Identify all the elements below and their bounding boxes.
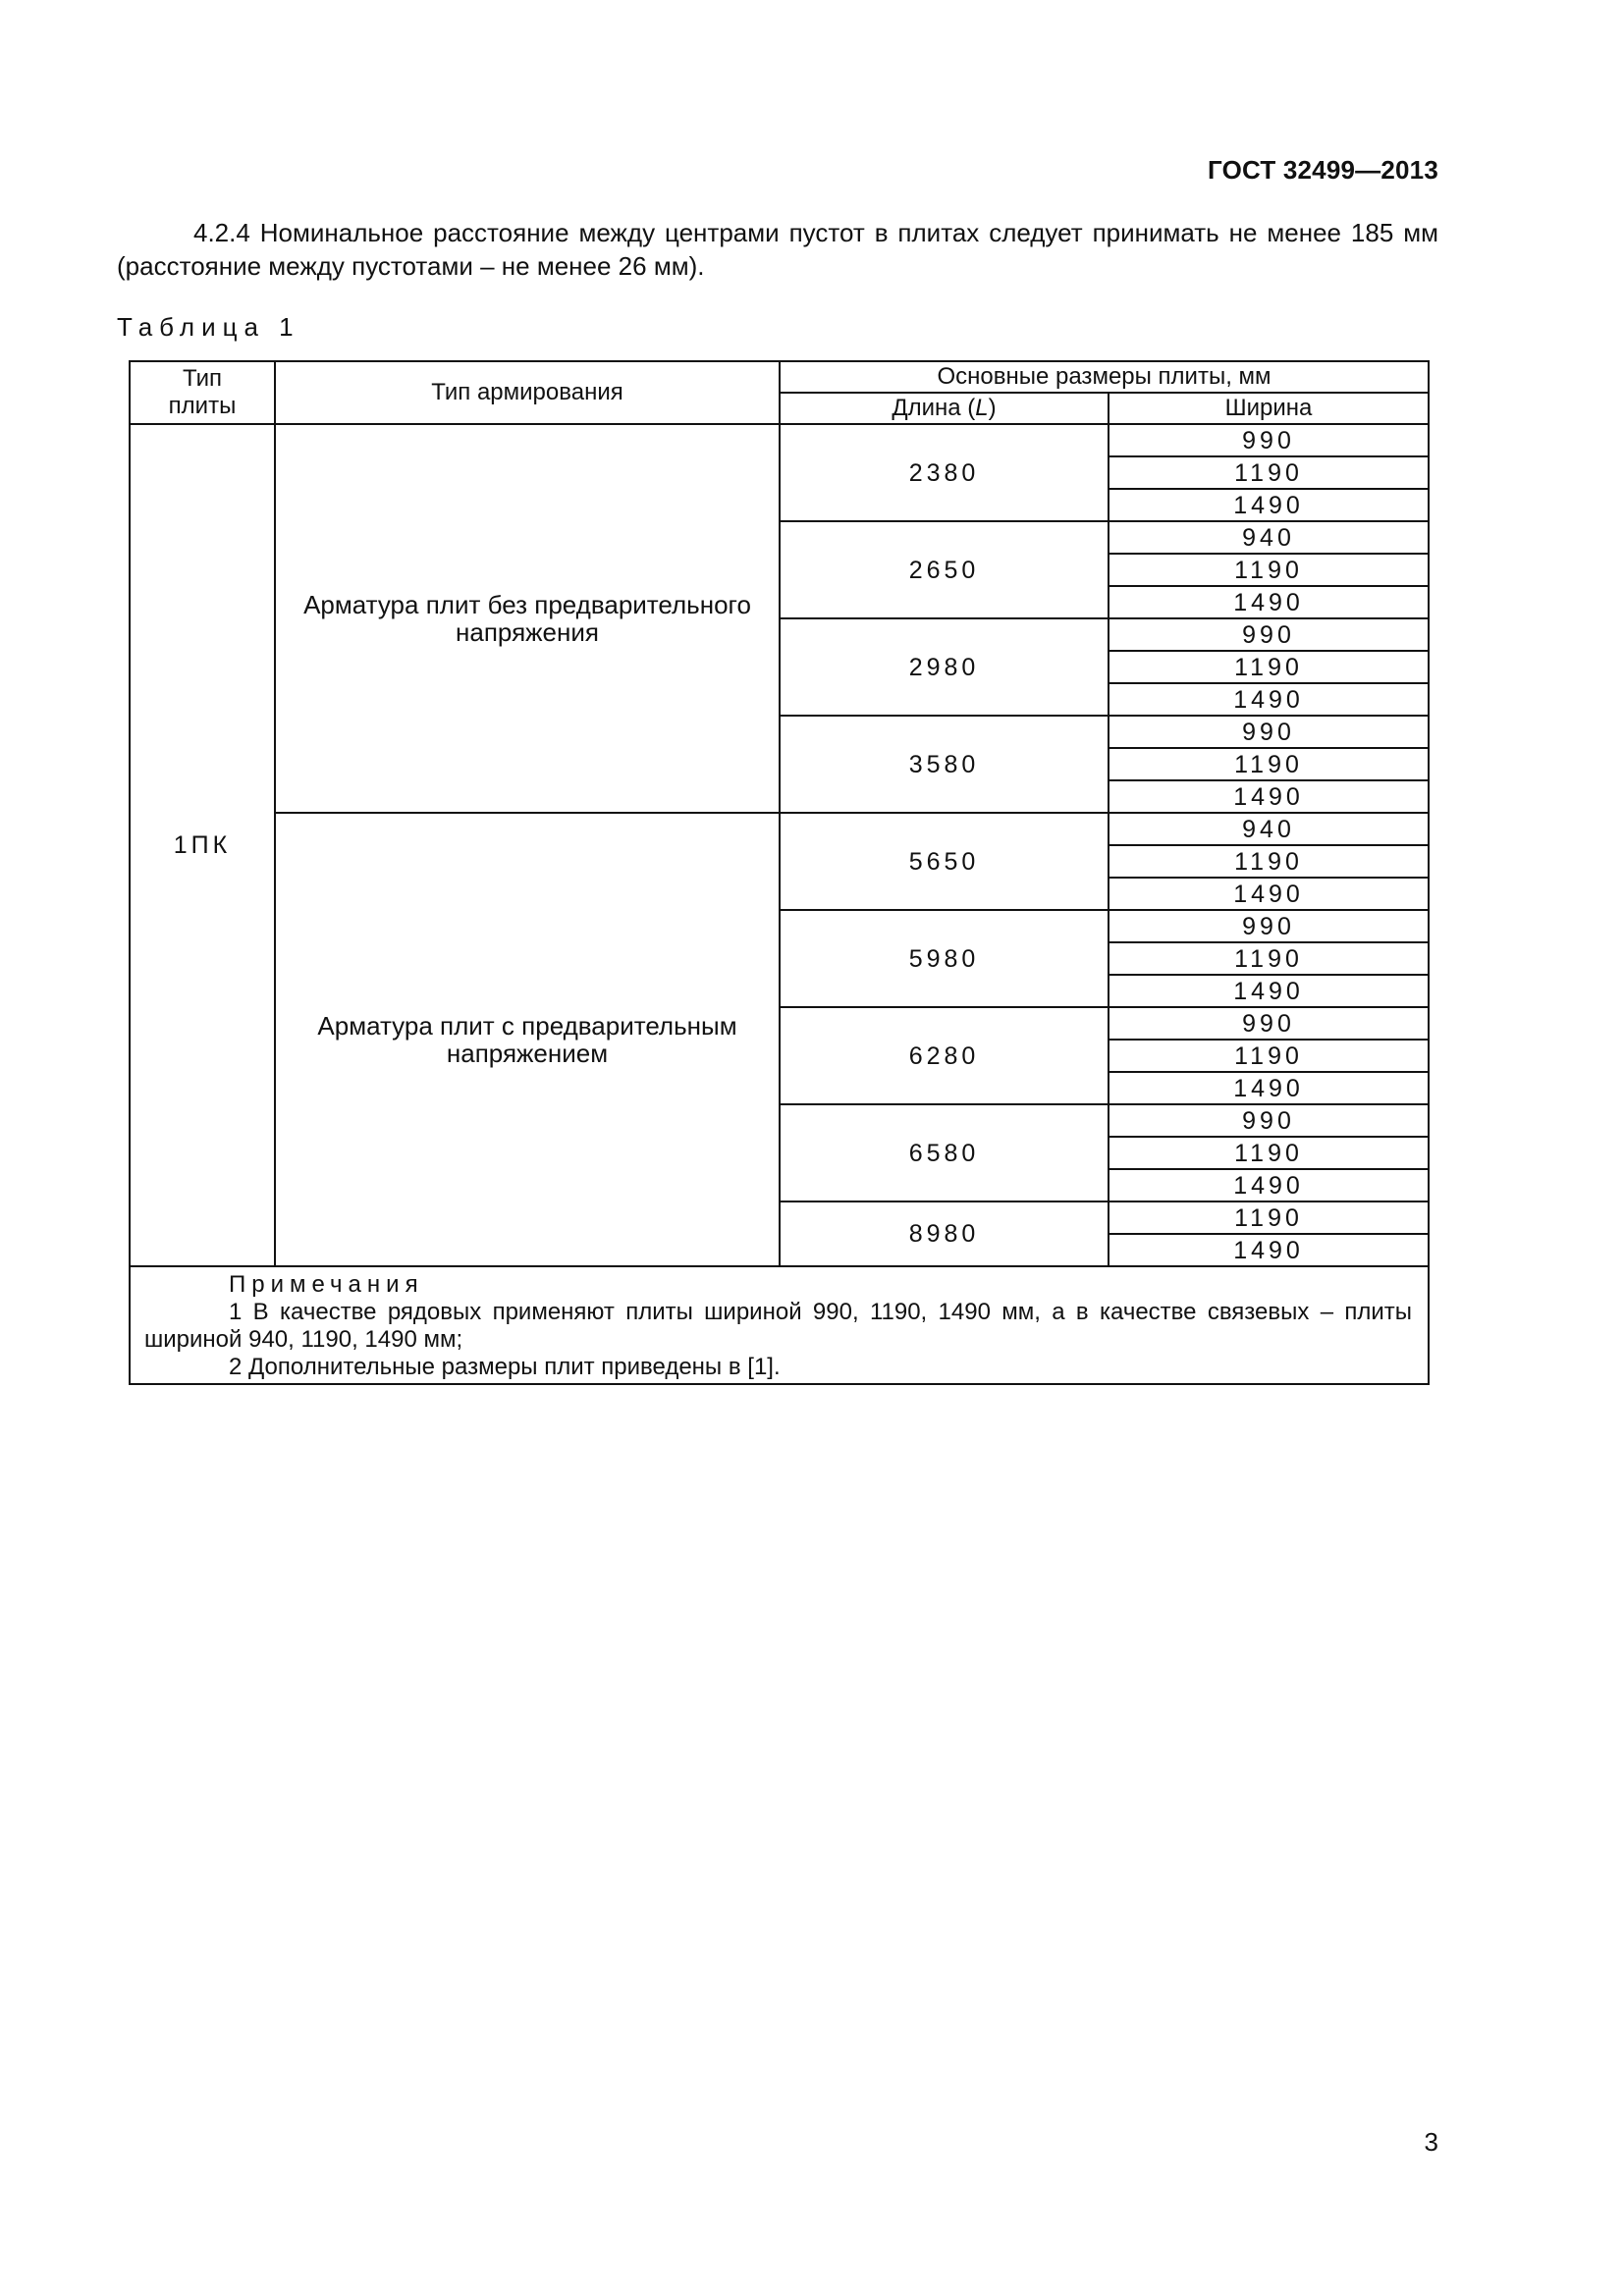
width-cell: 940	[1109, 813, 1429, 845]
width-cell: 990	[1109, 1104, 1429, 1137]
page-number: 3	[1424, 2127, 1438, 2157]
length-cell: 6580	[780, 1104, 1109, 1201]
header-length-symbol: L	[975, 395, 989, 421]
width-cell: 1490	[1109, 780, 1429, 813]
header-length-prefix: Длина (	[892, 395, 976, 421]
length-cell: 5980	[780, 910, 1109, 1007]
slab-dimensions-table	[129, 360, 1430, 1385]
notes-row	[130, 1266, 1429, 1384]
length-cell: 2980	[780, 618, 1109, 716]
reinforcement-type-cell: Арматура плит с предварительным напряжением	[275, 813, 780, 1266]
width-cell: 1190	[1109, 554, 1429, 586]
notes-cell	[130, 1266, 1429, 1384]
width-cell: 1490	[1109, 1169, 1429, 1201]
width-cell: 1490	[1109, 489, 1429, 521]
header-main-sizes: Основные размеры плиты, мм	[780, 361, 1429, 393]
width-cell: 1190	[1109, 651, 1429, 683]
table-row	[130, 813, 1429, 845]
header-slab-type	[130, 361, 275, 424]
length-cell: 2650	[780, 521, 1109, 618]
width-cell: 1490	[1109, 878, 1429, 910]
header-slab-type-line2: плиты	[168, 393, 237, 419]
table-row	[130, 424, 1429, 456]
table-caption: Таблица 1	[117, 312, 300, 342]
note-1: 1 В качестве рядовых применяют плиты шириной 990, 1190, 1490 мм, а в качестве связевых – плиты шириной 940, 1190, 1490 мм;	[144, 1299, 1413, 1353]
width-cell: 1490	[1109, 586, 1429, 618]
width-cell: 1190	[1109, 845, 1429, 878]
length-cell: 8980	[780, 1201, 1109, 1266]
width-cell: 990	[1109, 1007, 1429, 1040]
width-cell: 1190	[1109, 1201, 1429, 1234]
header-row-1	[130, 361, 1429, 393]
width-cell: 990	[1109, 716, 1429, 748]
header-width: Ширина	[1109, 393, 1429, 424]
header-length-suffix: )	[988, 395, 997, 421]
length-cell: 6280	[780, 1007, 1109, 1104]
width-cell: 1490	[1109, 1072, 1429, 1104]
length-cell: 5650	[780, 813, 1109, 910]
length-cell: 2380	[780, 424, 1109, 521]
width-cell: 990	[1109, 618, 1429, 651]
width-cell: 1490	[1109, 683, 1429, 716]
width-cell: 1190	[1109, 942, 1429, 975]
width-cell: 940	[1109, 521, 1429, 554]
slab-type-cell: 1ПК	[130, 424, 275, 1266]
header-reinforcement-type: Тип армирования	[275, 361, 780, 424]
width-cell: 1190	[1109, 1040, 1429, 1072]
reinforcement-type-cell: Арматура плит без предварительного напряжения	[275, 424, 780, 813]
header-length	[780, 393, 1109, 424]
width-cell: 1490	[1109, 975, 1429, 1007]
note-2: 2 Дополнительные размеры плит приведены в [1].	[229, 1354, 781, 1380]
width-cell: 990	[1109, 424, 1429, 456]
width-cell: 1190	[1109, 456, 1429, 489]
width-cell: 1190	[1109, 1137, 1429, 1169]
width-cell: 990	[1109, 910, 1429, 942]
width-cell: 1190	[1109, 748, 1429, 780]
paragraph-4-2-4: 4.2.4 Номинальное расстояние между центрами пустот в плитах следует принимать не менее 185 мм (расстояние между пустотами – не менее 26 мм).	[117, 218, 1438, 281]
length-cell: 3580	[780, 716, 1109, 813]
width-cell: 1490	[1109, 1234, 1429, 1266]
document-id: ГОСТ 32499—2013	[1208, 155, 1438, 185]
header-slab-type-line1: Тип	[182, 365, 222, 392]
notes-title: Примечания	[229, 1271, 424, 1298]
